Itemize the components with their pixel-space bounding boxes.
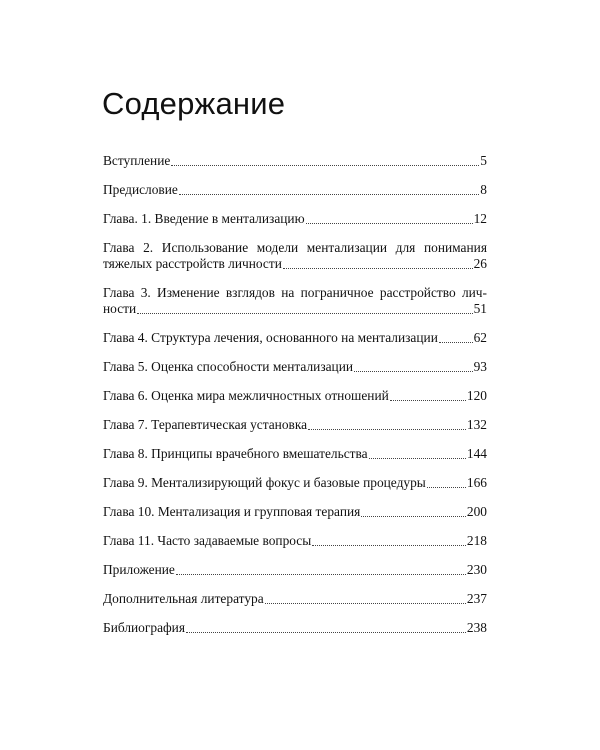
- toc-entry-page: 200: [466, 504, 487, 519]
- toc-entry-chapter-1: [103, 211, 487, 227]
- toc-entry-title-line2: тяжелых расстройств личности: [103, 256, 282, 271]
- toc-entry-further-reading: [103, 591, 487, 607]
- toc-entry-title: Предисловие: [103, 182, 178, 197]
- toc-entry-page: 8: [480, 182, 487, 197]
- toc-entry-page: 144: [466, 446, 487, 461]
- dot-leader: [265, 603, 466, 604]
- toc-entry-page: 132: [466, 417, 487, 432]
- dot-leader: [179, 194, 479, 195]
- toc-entry-title: Библиография: [103, 620, 186, 635]
- dot-leader: [283, 268, 473, 269]
- toc-entry-chapter-3: [103, 285, 487, 317]
- toc-entry-page: 166: [466, 475, 487, 490]
- toc-entry-introduction: [103, 153, 487, 169]
- toc-entry-page: 26: [473, 256, 487, 271]
- toc-entry-title: Вступление: [103, 153, 171, 168]
- toc-entry-title: Глава 10. Ментализация и групповая терапия: [103, 504, 361, 519]
- toc-entry-chapter-4: [103, 330, 487, 346]
- dot-leader: [186, 632, 466, 633]
- toc-entry-chapter-6: [103, 388, 487, 404]
- toc-entry-page: 120: [466, 388, 487, 403]
- toc-entry-title: Глава. 1. Введение в ментализацию: [103, 211, 305, 226]
- toc-entry-title: Приложение: [103, 562, 175, 577]
- toc-entry-appendix: [103, 562, 487, 578]
- dot-leader: [137, 313, 472, 314]
- toc-entry-title: Глава 6. Оценка мира межличностных отношений: [103, 388, 389, 403]
- toc-entry-title-line1: Глава 2. Использование модели ментализации для понимания: [103, 240, 487, 255]
- dot-leader: [369, 458, 466, 459]
- toc-entry-chapter-7: [103, 417, 487, 433]
- toc-entry-page: 230: [466, 562, 487, 577]
- dot-leader: [439, 342, 473, 343]
- table-of-contents: [103, 153, 487, 636]
- dot-leader: [171, 165, 479, 166]
- dot-leader: [361, 516, 466, 517]
- toc-entry-title: Глава 7. Терапевтическая установка: [103, 417, 308, 432]
- dot-leader: [306, 223, 473, 224]
- toc-entry-title: Глава 9. Ментализирующий фокус и базовые процедуры: [103, 475, 426, 490]
- toc-entry-chapter-2: [103, 240, 487, 272]
- toc-entry-chapter-11: [103, 533, 487, 549]
- toc-entry-title: Дополнительная литература: [103, 591, 264, 606]
- dot-leader: [354, 371, 473, 372]
- dot-leader: [390, 400, 466, 401]
- toc-entry-page: 218: [466, 533, 487, 548]
- toc-entry-chapter-9: [103, 475, 487, 491]
- dot-leader: [427, 487, 466, 488]
- toc-entry-page: 93: [473, 359, 487, 374]
- toc-entry-page: 5: [480, 153, 487, 168]
- toc-entry-title: Глава 8. Принципы врачебного вмешательства: [103, 446, 368, 461]
- toc-entry-bibliography: [103, 620, 487, 636]
- toc-entry-title-line2: ности: [103, 301, 137, 316]
- toc-entry-page: 12: [473, 211, 487, 226]
- toc-entry-title: Глава 4. Структура лечения, основанного на ментализации: [103, 330, 438, 345]
- toc-entry-page: 238: [466, 620, 487, 635]
- toc-entry-chapter-8: [103, 446, 487, 462]
- toc-entry-preface: [103, 182, 487, 198]
- toc-entry-title: Глава 5. Оценка способности ментализации: [103, 359, 354, 374]
- toc-entry-chapter-10: [103, 504, 487, 520]
- toc-entry-title-line1: Глава 3. Изменение взглядов на пограничное расстройство лич-: [103, 285, 487, 300]
- toc-entry-page: 62: [473, 330, 487, 345]
- dot-leader: [176, 574, 466, 575]
- page-title: Содержание: [102, 86, 286, 121]
- toc-entry-page: 237: [466, 591, 487, 606]
- toc-entry-page: 51: [473, 301, 487, 316]
- toc-entry-chapter-5: [103, 359, 487, 375]
- dot-leader: [308, 429, 466, 430]
- toc-entry-title: Глава 11. Часто задаваемые вопросы: [103, 533, 312, 548]
- dot-leader: [312, 545, 466, 546]
